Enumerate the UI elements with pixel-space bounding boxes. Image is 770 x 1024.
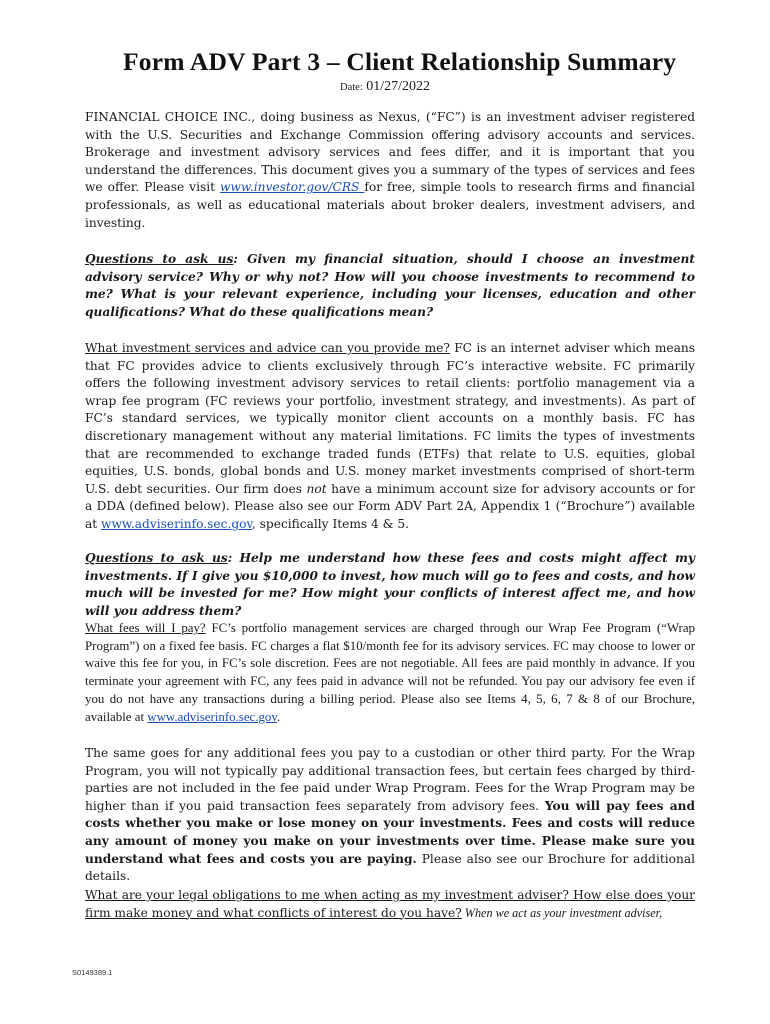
emphasis-not: not: [306, 481, 327, 496]
questions-label-2: Questions to ask us: [85, 551, 228, 565]
obligations-text: When we act as your investment adviser,: [461, 905, 663, 920]
services-text-end: , specifically Items 4 & 5.: [251, 516, 410, 531]
questions-text-2: : Help me understand how these fees and costs might affect my investments. If I give you $10,000 to invest, how much will go to fees and costs, and how much will be invested for me? How might your conflicts of interest affect me, and how will you address them?: [85, 551, 695, 618]
fees-warning: You will pay fees and costs whether you make or lose money on your investments. Fees and costs will reduce any amount of money you make on your investments over time. Please make sure you understand what fees and costs you are paying.: [85, 798, 696, 866]
services-text: FC is an internet adviser which means that FC provides advice to clients exclusively through FC’s interactive website. FC primarily offers the following investment advisory services to retail clients: portfolio management via a wrap fee program (FC reviews your portfolio, investment strategy, and investments). As part of FC’s standard services, we typically monitor client accounts on a monthly basis. FC has discretionary management without any material limitations. FC limits the types of investments that are recommended to exchange traded funds (ETFs) that relate to U.S. equities, global equities, U.S. bonds, global bonds and U.S. money market investments comprised of short-term U.S. debt securities. Our firm does: [85, 341, 695, 496]
third-party-text-end: Please also see our Brochure for additional details.: [85, 851, 695, 884]
adviserinfo-link[interactable]: www.adviserinfo.sec.gov: [101, 516, 252, 531]
services-heading: What investment services and advice can you provide me?: [85, 341, 450, 355]
questions-block-1: [85, 251, 695, 321]
document-code: S0149389.1: [72, 968, 113, 977]
intro-text-cont: for free, simple tools to research firms and financial professionals, as well as educational materials about broker dealers, investment advisers, and investing.: [85, 180, 695, 230]
investor-gov-link[interactable]: www.investor.gov/CRS: [220, 180, 365, 195]
obligations-paragraph: [85, 887, 695, 922]
adviserinfo-link-2[interactable]: www.adviserinfo.sec.gov: [147, 709, 277, 724]
services-paragraph: [85, 340, 695, 534]
date-line: [340, 79, 430, 95]
fees-heading: What fees will I pay?: [85, 621, 206, 635]
fees-text: FC’s portfolio management services are charged through our Wrap Fee Program (“Wrap Program”) on a fixed fee basis. FC charges a flat $10/month fee for its advisory services. FC may choose to lower or waive this fee for you, in FC’s sole discretion. Fees are not negotiable. All fees are paid monthly in advance. If you terminate your agreement with FC, any fees paid in advance will not be refunded. You pay our advisory fee even if you do not have any transactions during a billing period. Please also see Items 4, 5, 6, 7 & 8 of our Brochure, available at: [85, 621, 695, 724]
fees-text-end: .: [277, 709, 281, 724]
questions-label: Questions to ask us: [85, 252, 234, 266]
intro-paragraph: [85, 109, 695, 232]
date-value: 01/27/2022: [366, 79, 431, 94]
questions-block-2: [85, 550, 695, 620]
fees-paragraph: [85, 620, 695, 726]
page-title: Form ADV Part 3 – Client Relationship Summary: [123, 47, 677, 76]
intro-text: FINANCIAL CHOICE INC., doing business as Nexus, (“FC”) is an investment adviser registered with the U.S. Securities and Exchange Commission offering advisory accounts and services. Brokerage and investment advisory services and fees differ, and it is important that you understand the differences. This document gives you a summary of the types of services and fees we offer. Please visit: [85, 110, 695, 195]
third-party-paragraph: [85, 745, 695, 886]
questions-text: : Given my financial situation, should I choose an investment advisory service? Why or why not? How will you choose investments to recommend to me? What is your relevant experience, including your licenses, education and other qualifications? What do these qualifications mean?: [85, 252, 695, 319]
date-label: Date:: [340, 82, 363, 93]
third-party-text: The same goes for any additional fees you pay to a custodian or other third party. For the Wrap Program, you will not typically pay additional transaction fees, but certain fees charged by third-parties are not included in the fee paid under Wrap Program. Fees for the Wrap Program may be higher than if you paid transaction fees separately from advisory fees.: [85, 746, 695, 813]
obligations-heading: What are your legal obligations to me when acting as my investment adviser? How else does your firm make money and what conflicts of interest do you have?: [85, 888, 695, 920]
services-text-cont: have a minimum account size for advisory accounts or for a DDA (defined below). Please also see our Form ADV Part 2A, Appendix 1 (“Brochure”) available at: [85, 481, 695, 531]
